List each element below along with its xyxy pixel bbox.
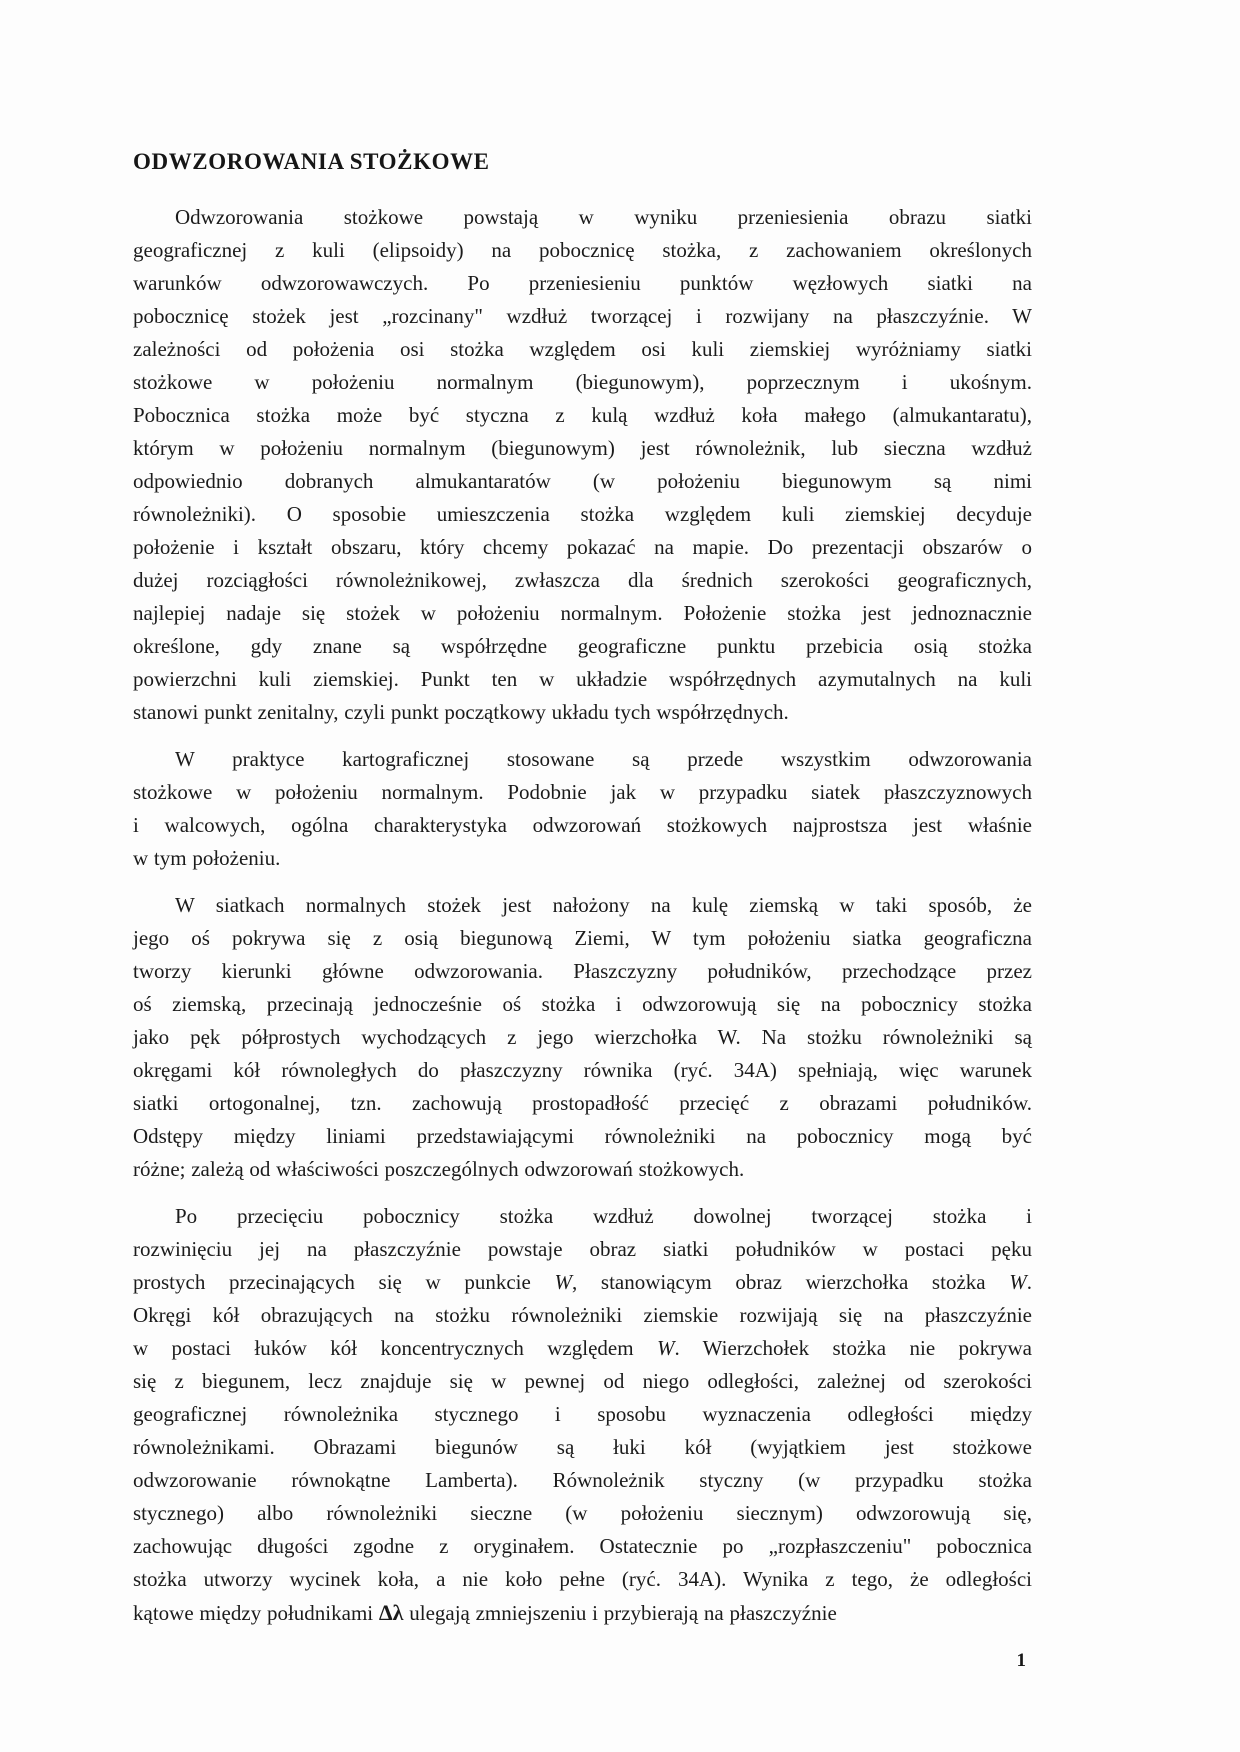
- text-line: kątowe między południkami Δλ ulegają zmniejszeniu i przybierają na płaszczyźnie: [133, 1600, 837, 1625]
- text-line: geograficznej równoleżnika stycznego i sposobu wyznaczenia odległości między: [133, 1402, 1032, 1426]
- paragraph: [133, 1200, 1032, 1629]
- text-line: odpowiednio dobranych almukantaratów (w położeniu biegunowym są nimi: [133, 469, 1032, 493]
- text-line: Pobocznica stożka może być styczna z kulą wzdłuż koła małego (almukantaratu),: [133, 403, 1032, 427]
- text-line: zachowując długości zgodne z oryginałem. Ostatecznie po „rozpłaszczeniu" pobocznica: [133, 1534, 1032, 1558]
- text-line: w postaci łuków kół koncentrycznych względem W. Wierzchołek stożka nie pokrywa: [133, 1336, 1032, 1360]
- text-line: odwzorowanie równokątne Lamberta). Równoleżnik styczny (w przypadku stożka: [133, 1468, 1032, 1492]
- paragraph: [133, 201, 1032, 729]
- text-line: rozwinięciu jej na płaszczyźnie powstaje obraz siatki południków w postaci pęku: [133, 1237, 1032, 1261]
- text-line: stanowi punkt zenitalny, czyli punkt początkowy układu tych współrzędnych.: [133, 700, 789, 724]
- paragraph: [133, 743, 1032, 875]
- paragraph: [133, 889, 1032, 1186]
- text-line: warunków odwzorowawczych. Po przeniesieniu punktów węzłowych siatki na: [133, 271, 1032, 295]
- text-line: się z biegunem, lecz znajduje się w pewnej od niego odległości, zależnej od szerokości: [133, 1369, 1032, 1393]
- text-line: W praktyce kartograficznej stosowane są przede wszystkim odwzorowania: [175, 747, 1032, 771]
- text-line: którym w położeniu normalnym (biegunowym) jest równoleżnik, lub sieczna wzdłuż: [133, 436, 1032, 460]
- text-line: geograficznej z kuli (elipsoidy) na pobocznicę stożka, z zachowaniem określonych: [133, 238, 1032, 262]
- text-line: pobocznicę stożek jest „rozcinany" wzdłuż tworzącej i rozwijany na płaszczyźnie. W: [133, 304, 1032, 328]
- text-line: jego oś pokrywa się z osią biegunową Ziemi, W tym położeniu siatka geograficzna: [133, 926, 1032, 950]
- text-line: najlepiej nadaje się stożek w położeniu normalnym. Położenie stożka jest jednoznacznie: [133, 601, 1032, 625]
- text-line: równoleżniki). O sposobie umieszczenia stożka względem kuli ziemskiej decyduje: [133, 502, 1032, 526]
- text-line: jako pęk półprostych wychodzących z jego wierzchołka W. Na stożku równoleżniki są: [133, 1025, 1032, 1049]
- document-title: ODWZOROWANIA STOŻKOWE: [133, 149, 490, 174]
- text-line: zależności od położenia osi stożka względem osi kuli ziemskiej wyróżniamy siatki: [133, 337, 1032, 361]
- text-line: stożkowe w położeniu normalnym. Podobnie jak w przypadku siatek płaszczyznowych: [133, 780, 1032, 804]
- text-line: okręgami kół równoległych do płaszczyzny równika (ryć. 34A) spełniają, więc warunek: [133, 1058, 1032, 1082]
- text-line: stożkowe w położeniu normalnym (biegunowym), poprzecznym i ukośnym.: [133, 370, 1032, 394]
- text-line: tworzy kierunki główne odwzorowania. Płaszczyzny południków, przechodzące przez: [133, 959, 1032, 983]
- text-line: powierzchni kuli ziemskiej. Punkt ten w układzie współrzędnych azymutalnych na kuli: [133, 667, 1032, 691]
- text-line: siatki ortogonalnej, tzn. zachowują prostopadłość przecięć z obrazami południków.: [133, 1091, 1032, 1115]
- text-line: W siatkach normalnych stożek jest nałożony na kulę ziemską w taki sposób, że: [175, 893, 1032, 917]
- text-line: Odstępy między liniami przedstawiającymi równoleżniki na pobocznicy mogą być: [133, 1124, 1032, 1148]
- text-line: Odwzorowania stożkowe powstają w wyniku przeniesienia obrazu siatki: [175, 205, 1032, 229]
- text-line: równoleżnikami. Obrazami biegunów są łuki kół (wyjątkiem jest stożkowe: [133, 1435, 1032, 1459]
- document-body: [133, 201, 1032, 1629]
- text-line: stożka utworzy wycinek koła, a nie koło pełne (ryć. 34A). Wynika z tego, że odległości: [133, 1567, 1032, 1591]
- text-line: stycznego) albo równoleżniki sieczne (w położeniu siecznym) odwzorowują się,: [133, 1501, 1032, 1525]
- text-line: Okręgi kół obrazujących na stożku równoleżniki ziemskie rozwijają się na płaszczyźnie: [133, 1303, 1032, 1327]
- document-content: [133, 150, 1032, 1629]
- text-line: dużej rozciągłości równoleżnikowej, zwłaszcza dla średnich szerokości geograficznych,: [133, 568, 1032, 592]
- page-number: 1: [1016, 1650, 1026, 1671]
- text-line: oś ziemską, przecinają jednocześnie oś stożka i odwzorowują się na pobocznicy stożka: [133, 992, 1032, 1016]
- text-line: prostych przecinających się w punkcie W, stanowiącym obraz wierzchołka stożka W.: [133, 1270, 1032, 1294]
- text-line: w tym położeniu.: [133, 846, 281, 870]
- text-line: określone, gdy znane są współrzędne geograficzne punktu przebicia osią stożka: [133, 634, 1032, 658]
- text-line: położenie i kształt obszaru, który chcemy pokazać na mapie. Do prezentacji obszarów o: [133, 535, 1032, 559]
- text-line: Po przecięciu pobocznicy stożka wzdłuż dowolnej tworzącej stożka i: [175, 1204, 1032, 1228]
- text-line: i walcowych, ogólna charakterystyka odwzorowań stożkowych najprostsza jest właśnie: [133, 813, 1032, 837]
- text-line: różne; zależą od właściwości poszczególnych odwzorowań stożkowych.: [133, 1157, 745, 1181]
